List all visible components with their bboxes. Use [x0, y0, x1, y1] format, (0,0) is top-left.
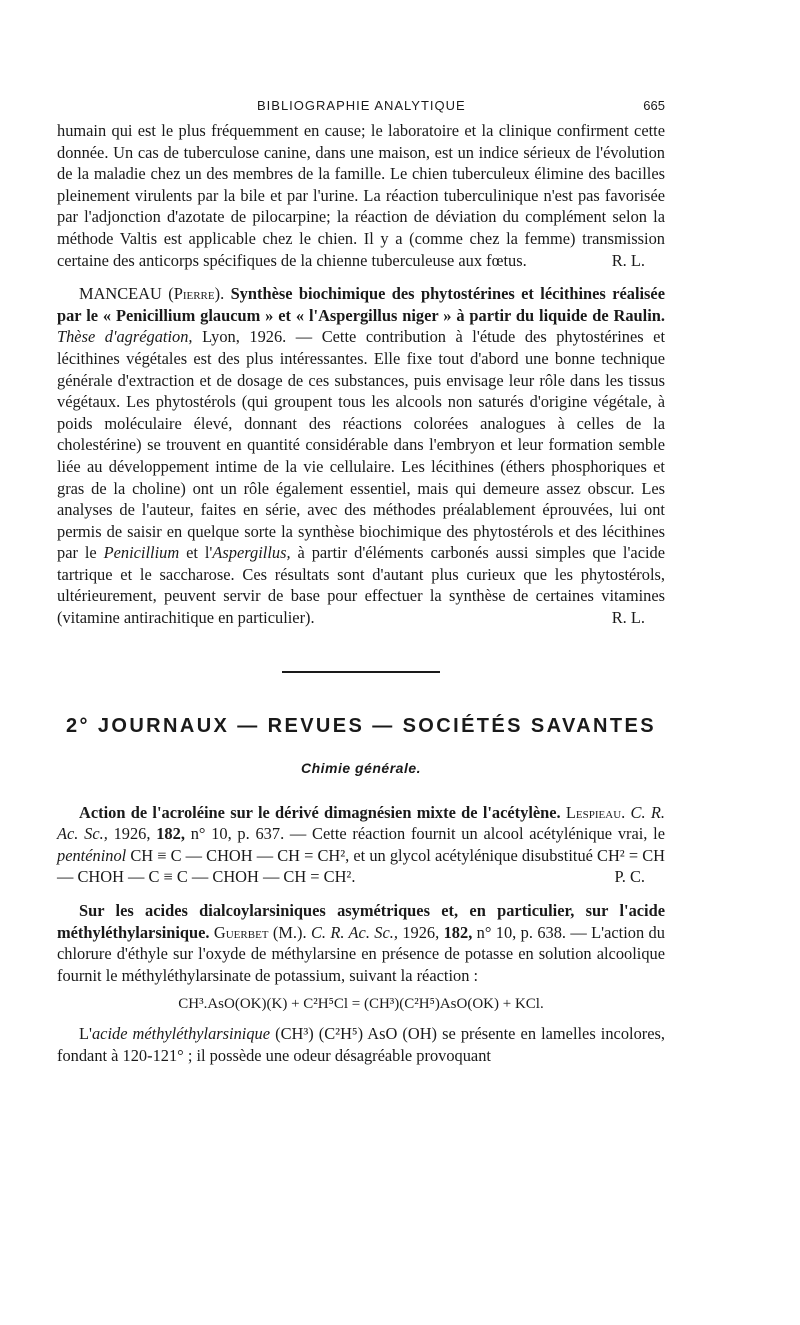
entry-volume: 182,: [443, 922, 473, 942]
entry-year: 1926,: [402, 922, 440, 942]
entry-ref: n° 10, p. 637. — Cette réaction fournit un alcool acétylénique vrai, le: [190, 824, 665, 844]
entry-lespieau: [57, 802, 665, 888]
entry-text: n° 10, p. 638. — L'action du chlorure d'éthyle sur l'oxyde de méthylarsine en présence de potasse en solution alcoolique fournit le méthyléthylarsinate de potassium, suivant la réaction :: [57, 922, 665, 985]
entry-title: Sur les acides dialcoylarsiniques asymétriques et, en particulier, sur l'acide méthyléthylarsinique.: [57, 901, 665, 942]
entry-author: Guerbet (M.).: [213, 922, 307, 942]
term-acide: acide méthyléthylarsinique: [91, 1024, 271, 1044]
entry-thesis: Thèse d'agrégation,: [57, 327, 193, 347]
page: [57, 98, 665, 1067]
paragraph-tuberculose: [57, 120, 665, 271]
term-aspergillus: Aspergillus,: [212, 543, 291, 563]
term-penteninol: penténinol: [57, 845, 127, 865]
running-title: BIBLIOGRAPHIE ANALYTIQUE: [257, 98, 466, 113]
paragraph-lead: L': [79, 1024, 92, 1044]
section-heading: 2° JOURNAUX — REVUES — SOCIÉTÉS SAVANTES: [65, 714, 656, 737]
paragraph-acide: [57, 1023, 665, 1066]
entry-year: 1926,: [113, 824, 151, 844]
entry-journal: C. R. Ac. Sc.,: [310, 922, 398, 942]
running-header: [57, 98, 665, 120]
paragraph-text: (CH³) (C²H⁵) AsO (OH) se présente en lamelles incolores, fondant à 120-121° ; il possède une odeur désagréable provoquant: [57, 1024, 665, 1065]
page-number: 665: [643, 98, 665, 113]
entry-text-end: à partir d'éléments carbonés aussi simples que l'acide tartrique et le saccharose. Ces résultats sont d'autant plus curieux que les phytostérols, ultérieurement, peuvent servir de base pour effectuer la synthèse de certaines vitamines (vitamine antirachitique en particulier).: [57, 543, 666, 628]
subsection-heading: Chimie générale.: [300, 759, 422, 776]
entry-author: MANCEAU (Pierre).: [79, 284, 225, 304]
paragraph-text: humain qui est le plus fréquemment en cause; le laboratoire et la clinique confirment cette donnée. Un cas de tuberculose canine, dans une maison, est un indice sérieux de l'évolution de la maladie chez un des membres de la famille. Le chien tuberculeux élimine des bacilles pleinement virulents par la bile et par l'urine. La réaction tuberculinique n'est pas favorisée par l'adjonction d'azotate de pilocarpine; la réaction de déviation du complément selon la méthode Valtis est applicable chez le chien. Il y a (comme chez la femme) transmission certaine des anticorps spécifiques de la chienne tuberculeuse aux fœtus.: [57, 121, 665, 270]
entry-author: Lespieau.: [565, 802, 626, 822]
entry-title: Action de l'acroléine sur le dérivé dimagnésien mixte de l'acétylène.: [79, 802, 561, 822]
entry-text: CH ≡ C — CHOH — CH = CH², et un glycol acétylénique disubstitué CH² = CH — CHOH — C ≡ C — CHOH — CH = CH².: [57, 845, 665, 887]
signature: R. L.: [611, 608, 645, 628]
entry-title: Synthèse biochimique des phytostérines et lécithines réalisée par le « Penicillium glaucum » et « l'Aspergillus niger » à partir du liquide de Raulin.: [57, 284, 665, 325]
entry-text: Lyon, 1926. — Cette contribution à l'étude des phytostérines et lécithines végétales est des plus intéressantes. Elle fixe tout d'abord une bonne technique générale d'extraction et de dosage de ces substances, puis envisage leur rôle dans les tissus végétaux. Les phytostérols (qui groupent tous les alcools non saturés d'origine végétale, à poids moléculaire élevé, donnant des réactions colorées analogues à celles de la cholestérine) se trouvent en quantité considérable dans l'embryon et leur formation semble liée au développement intime de la vie cellulaire. Les lécithines (éthers phosphoriques et gras de la choline) ont un rôle également essentiel, mais qui demeure assez obscur. Les analyses de l'auteur, faites en série, avec des méthodes préalablement éprouvées, lui ont permis de saisir en quelque sorte la synthèse biochimique des phytostérols et des lécithines par le: [57, 327, 665, 563]
entry-manceau: [57, 283, 665, 629]
section-divider: [282, 671, 440, 673]
term-penicillium: Penicillium: [103, 543, 180, 563]
entry-text-mid: et l': [186, 543, 213, 563]
signature: P. C.: [614, 867, 645, 887]
chemical-equation: CH³.AsO(OK)(K) + C²H⁵Cl = (CH³)(C²H⁵)AsO(OK) + KCl.: [178, 996, 544, 1013]
signature: R. L.: [611, 250, 645, 270]
entry-journal: C. R. Ac. Sc.,: [57, 802, 665, 844]
entry-guerbet: [57, 900, 665, 986]
entry-volume: 182,: [156, 824, 185, 844]
